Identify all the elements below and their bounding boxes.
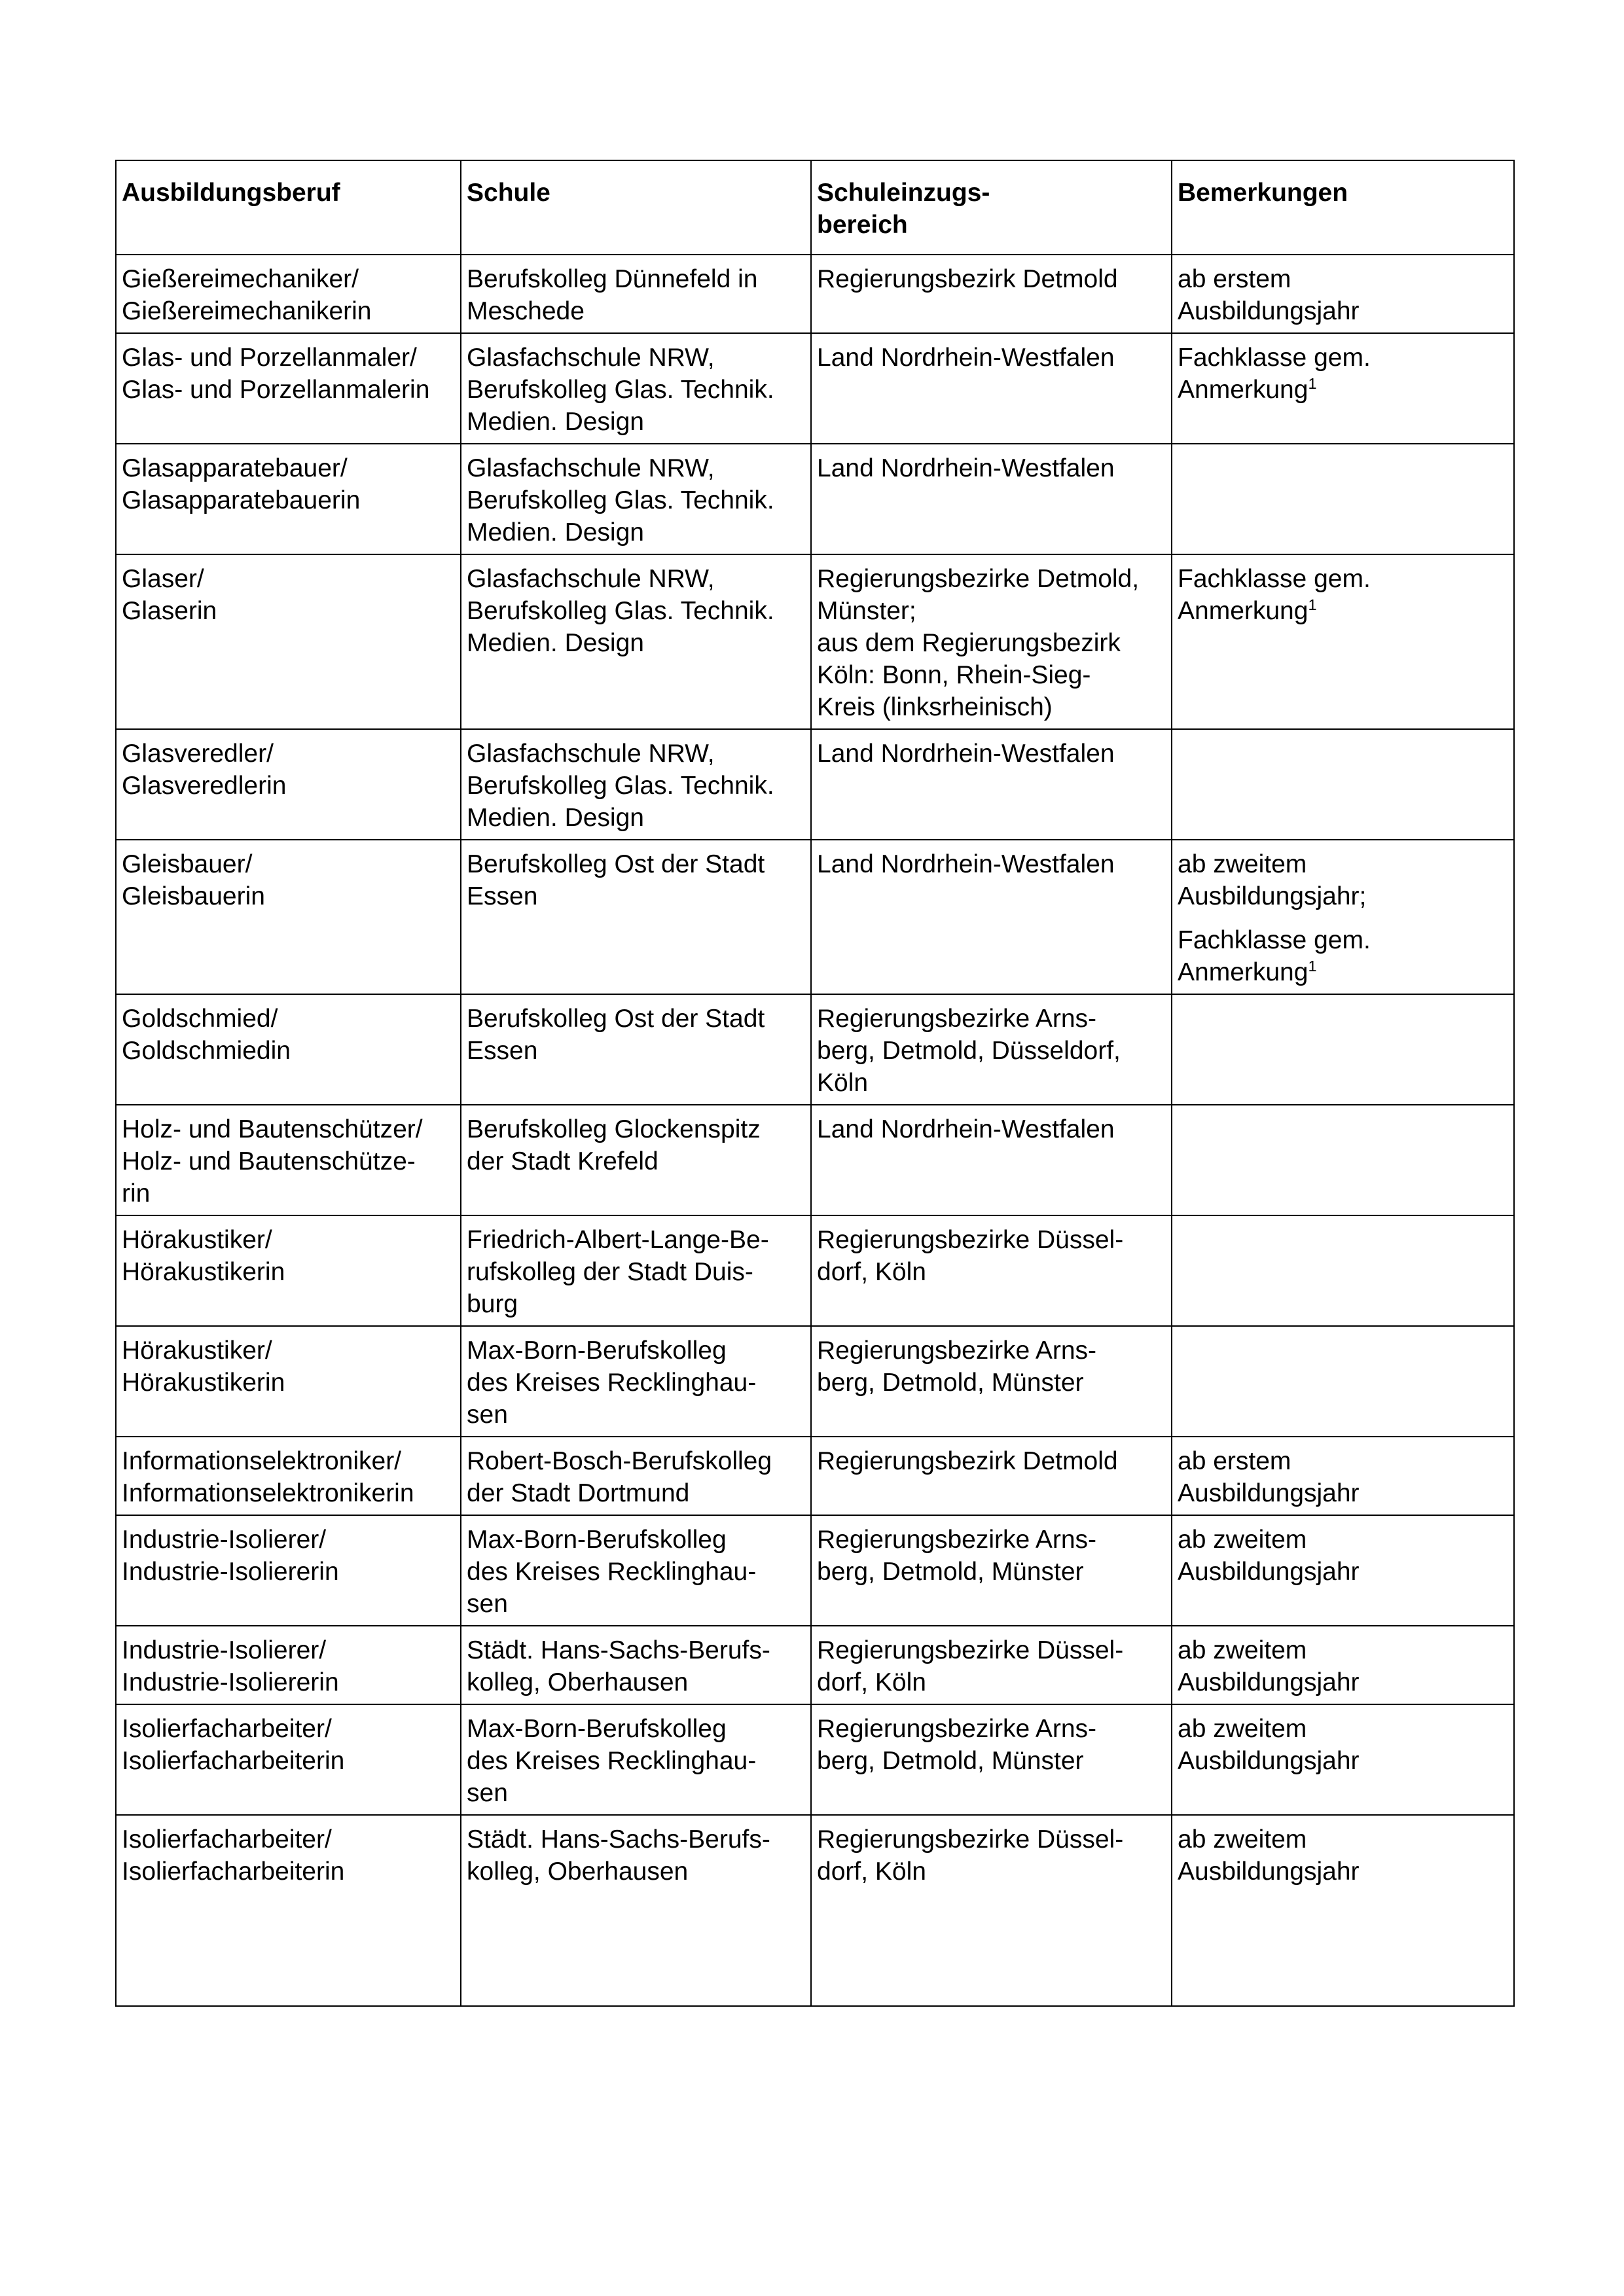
cell-schuleinzugsbereich [811, 1105, 1172, 1215]
header-schule: Schule [461, 160, 811, 255]
cell-schuleinzugsbereich-line: Regierungsbezirke Detmold, [817, 565, 1140, 593]
table-row [116, 1215, 1514, 1326]
cell-schule-line: Glasfachschule NRW, [467, 344, 715, 372]
cell-ausbildungsberuf-line: Gießereimechanikerin [122, 297, 372, 325]
cell-ausbildungsberuf-line: Glasapparatebauerin [122, 486, 361, 514]
cell-bemerkungen [1172, 840, 1514, 994]
table-row [116, 444, 1514, 554]
bemerkung-block [1178, 1713, 1508, 1777]
cell-schule-line: des Kreises Recklinghau- [467, 1747, 757, 1775]
bemerkung-line [1178, 1666, 1508, 1698]
cell-schuleinzugsbereich-line: Regierungsbezirk Detmold [817, 1447, 1118, 1475]
cell-schuleinzugsbereich-line: Land Nordrhein-Westfalen [817, 850, 1115, 878]
cell-ausbildungsberuf [116, 554, 461, 729]
table-row [116, 1105, 1514, 1215]
bemerkung-line [1178, 295, 1508, 327]
cell-ausbildungsberuf-line: Industrie-Isolierer/ [122, 1636, 327, 1664]
bemerkung-line [1178, 1445, 1508, 1477]
cell-schuleinzugsbereich-line: Land Nordrhein-Westfalen [817, 740, 1115, 768]
table-row [116, 729, 1514, 840]
bemerkung-line [1178, 342, 1508, 374]
cell-ausbildungsberuf [116, 729, 461, 840]
cell-ausbildungsberuf-line: Industrie-Isoliererin [122, 1558, 339, 1586]
table-row [116, 554, 1514, 729]
cell-schuleinzugsbereich [811, 1326, 1172, 1437]
cell-schule-line: Friedrich-Albert-Lange-Be- [467, 1226, 769, 1254]
header-bemerkungen: Bemerkungen [1172, 160, 1514, 255]
header-line: Schuleinzugs- [817, 179, 990, 207]
header-schuleinzugsbereich [811, 160, 1172, 255]
bemerkung-line [1178, 595, 1508, 627]
cell-ausbildungsberuf-line: Glasveredlerin [122, 772, 287, 800]
bemerkung-block [1178, 1524, 1508, 1588]
cell-ausbildungsberuf-line: Glasveredler/ [122, 740, 274, 768]
cell-schule-line: Essen [467, 1037, 538, 1065]
cell-schuleinzugsbereich-line: Regierungsbezirk Detmold [817, 265, 1118, 293]
cell-bemerkungen [1172, 554, 1514, 729]
bemerkung-line [1178, 1745, 1508, 1777]
cell-schuleinzugsbereich-line: berg, Detmold, Münster [817, 1558, 1084, 1586]
cell-ausbildungsberuf-line: Isolierfacharbeiter/ [122, 1825, 332, 1854]
cell-ausbildungsberuf-line: Gießereimechaniker/ [122, 265, 359, 293]
bemerkung-line [1178, 1856, 1508, 1888]
cell-schule [461, 1704, 811, 1815]
cell-schuleinzugsbereich-line: Münster; [817, 597, 916, 625]
cell-bemerkungen [1172, 1704, 1514, 1815]
table-row [116, 1815, 1514, 2006]
cell-schule-line: Städt. Hans-Sachs-Berufs- [467, 1825, 770, 1854]
cell-schule [461, 255, 811, 333]
bemerkung-text: ab erstem [1178, 1447, 1291, 1475]
cell-schule-line: Berufskolleg Dünnefeld in [467, 265, 758, 293]
cell-ausbildungsberuf-line: Hörakustiker/ [122, 1226, 272, 1254]
table-row [116, 1437, 1514, 1515]
cell-schuleinzugsbereich [811, 1815, 1172, 2006]
bemerkung-line [1178, 848, 1508, 880]
cell-schule-line: des Kreises Recklinghau- [467, 1369, 757, 1397]
cell-schule [461, 994, 811, 1105]
bemerkung-line [1178, 1634, 1508, 1666]
cell-ausbildungsberuf-line: Goldschmiedin [122, 1037, 291, 1065]
bemerkung-line [1178, 956, 1508, 988]
cell-schuleinzugsbereich [811, 255, 1172, 333]
bemerkung-line [1178, 1524, 1508, 1556]
cell-schuleinzugsbereich-line: Regierungsbezirke Arns- [817, 1005, 1097, 1033]
cell-schuleinzugsbereich-line: Köln [817, 1069, 869, 1097]
bemerkung-text: ab zweitem [1178, 850, 1307, 878]
cell-schuleinzugsbereich-line: Regierungsbezirke Düssel- [817, 1825, 1124, 1854]
cell-schule-line: kolleg, Oberhausen [467, 1668, 689, 1696]
cell-ausbildungsberuf-line: Holz- und Bautenschütze- [122, 1147, 416, 1175]
bemerkung-text: Anmerkung [1178, 958, 1308, 986]
cell-ausbildungsberuf [116, 1815, 461, 2006]
cell-schule [461, 1215, 811, 1326]
cell-schuleinzugsbereich [811, 729, 1172, 840]
cell-schule-line: Robert-Bosch-Berufskolleg [467, 1447, 772, 1475]
cell-schuleinzugsbereich-line: Regierungsbezirke Arns- [817, 1715, 1097, 1743]
bemerkung-text: ab zweitem [1178, 1636, 1307, 1664]
bemerkung-text: ab zweitem [1178, 1825, 1307, 1854]
cell-ausbildungsberuf [116, 1626, 461, 1704]
cell-schuleinzugsbereich [811, 444, 1172, 554]
cell-schule-line: Meschede [467, 297, 585, 325]
cell-ausbildungsberuf-line: Industrie-Isoliererin [122, 1668, 339, 1696]
bemerkung-text: Ausbildungsjahr [1178, 297, 1360, 325]
cell-schuleinzugsbereich-line: dorf, Köln [817, 1668, 926, 1696]
bemerkung-block [1178, 263, 1508, 327]
cell-schuleinzugsbereich-line: dorf, Köln [817, 1258, 926, 1286]
table-row [116, 994, 1514, 1105]
ausbildungsberufe-table [115, 160, 1515, 2007]
cell-schuleinzugsbereich-line: Regierungsbezirke Arns- [817, 1526, 1097, 1554]
cell-ausbildungsberuf-line: Glas- und Porzellanmaler/ [122, 344, 417, 372]
bemerkung-block [1178, 342, 1508, 406]
cell-ausbildungsberuf-line: Isolierfacharbeiterin [122, 1857, 345, 1886]
bemerkung-block [1178, 563, 1508, 627]
table-row [116, 1626, 1514, 1704]
cell-ausbildungsberuf-line: Hörakustiker/ [122, 1336, 272, 1365]
cell-bemerkungen [1172, 1437, 1514, 1515]
table-row [116, 255, 1514, 333]
cell-ausbildungsberuf-line: Glaserin [122, 597, 217, 625]
cell-schuleinzugsbereich [811, 1215, 1172, 1326]
bemerkung-line [1178, 924, 1508, 956]
cell-ausbildungsberuf [116, 1326, 461, 1437]
bemerkung-line [1178, 374, 1508, 406]
cell-schule [461, 554, 811, 729]
cell-schuleinzugsbereich-line: berg, Detmold, Münster [817, 1747, 1084, 1775]
footnote-marker: 1 [1308, 958, 1317, 975]
bemerkung-text: Ausbildungsjahr [1178, 1558, 1360, 1586]
bemerkung-text: Anmerkung [1178, 376, 1308, 404]
cell-schule [461, 1105, 811, 1215]
cell-schule-line: kolleg, Oberhausen [467, 1857, 689, 1886]
table-row [116, 840, 1514, 994]
cell-ausbildungsberuf-line: Isolierfacharbeiter/ [122, 1715, 332, 1743]
cell-bemerkungen [1172, 1326, 1514, 1437]
cell-schuleinzugsbereich-line: Land Nordrhein-Westfalen [817, 454, 1115, 482]
cell-schule-line: sen [467, 1590, 508, 1618]
bemerkung-line [1178, 263, 1508, 295]
cell-bemerkungen [1172, 1626, 1514, 1704]
cell-ausbildungsberuf [116, 1437, 461, 1515]
cell-schule-line: rufskolleg der Stadt Duis- [467, 1258, 753, 1286]
cell-schule-line: sen [467, 1779, 508, 1807]
cell-schule-line: Berufskolleg Glas. Technik. [467, 376, 774, 404]
cell-schuleinzugsbereich-line: berg, Detmold, Düsseldorf, [817, 1037, 1121, 1065]
cell-schule-line: der Stadt Krefeld [467, 1147, 659, 1175]
cell-schuleinzugsbereich-line: Land Nordrhein-Westfalen [817, 1115, 1115, 1143]
footnote-marker: 1 [1308, 375, 1317, 392]
header-ausbildungsberuf: Ausbildungsberuf [116, 160, 461, 255]
cell-ausbildungsberuf-line: Glaser/ [122, 565, 204, 593]
cell-schuleinzugsbereich [811, 1626, 1172, 1704]
cell-schuleinzugsbereich-line: berg, Detmold, Münster [817, 1369, 1084, 1397]
cell-bemerkungen [1172, 1515, 1514, 1626]
cell-schuleinzugsbereich-line: Land Nordrhein-Westfalen [817, 344, 1115, 372]
bemerkung-text: Ausbildungsjahr [1178, 1857, 1360, 1886]
cell-ausbildungsberuf [116, 1215, 461, 1326]
bemerkung-line [1178, 1823, 1508, 1856]
cell-schuleinzugsbereich-line: aus dem Regierungsbezirk [817, 629, 1121, 657]
cell-bemerkungen [1172, 1215, 1514, 1326]
cell-schule-line: Glasfachschule NRW, [467, 565, 715, 593]
cell-ausbildungsberuf-line: Goldschmied/ [122, 1005, 278, 1033]
cell-ausbildungsberuf [116, 1704, 461, 1815]
cell-schule-line: Essen [467, 882, 538, 910]
cell-schule-line: Max-Born-Berufskolleg [467, 1526, 727, 1554]
cell-ausbildungsberuf-line: Hörakustikerin [122, 1258, 285, 1286]
cell-bemerkungen [1172, 1105, 1514, 1215]
bemerkung-text: ab zweitem [1178, 1526, 1307, 1554]
header-line: bereich [817, 211, 908, 239]
cell-bemerkungen [1172, 444, 1514, 554]
bemerkung-text: Fachklasse gem. [1178, 344, 1371, 372]
cell-ausbildungsberuf-line: Glas- und Porzellanmalerin [122, 376, 430, 404]
cell-schuleinzugsbereich [811, 1437, 1172, 1515]
bemerkung-line [1178, 563, 1508, 595]
cell-schule-line: Medien. Design [467, 408, 644, 436]
cell-schuleinzugsbereich-line: Regierungsbezirke Düssel- [817, 1226, 1124, 1254]
table-header-row [116, 160, 1514, 255]
cell-schule-line: Berufskolleg Ost der Stadt [467, 1005, 765, 1033]
cell-schule [461, 1815, 811, 2006]
bemerkung-text: ab erstem [1178, 265, 1291, 293]
bemerkung-block [1178, 1445, 1508, 1509]
cell-schule-line: Max-Born-Berufskolleg [467, 1715, 727, 1743]
cell-schuleinzugsbereich [811, 1515, 1172, 1626]
cell-bemerkungen [1172, 1815, 1514, 2006]
cell-schule-line: Berufskolleg Glas. Technik. [467, 597, 774, 625]
bemerkung-text: Ausbildungsjahr; [1178, 882, 1367, 910]
bemerkung-text: ab zweitem [1178, 1715, 1307, 1743]
cell-ausbildungsberuf-line: rin [122, 1179, 151, 1208]
cell-ausbildungsberuf-line: Hörakustikerin [122, 1369, 285, 1397]
cell-schule-line: Medien. Design [467, 518, 644, 547]
bemerkung-block [1178, 848, 1508, 912]
bemerkung-text: Ausbildungsjahr [1178, 1479, 1360, 1507]
cell-ausbildungsberuf [116, 1515, 461, 1626]
bemerkung-block [1178, 1823, 1508, 1888]
cell-bemerkungen [1172, 729, 1514, 840]
bemerkung-line [1178, 1556, 1508, 1588]
table-row [116, 1515, 1514, 1626]
cell-schule [461, 729, 811, 840]
cell-schuleinzugsbereich [811, 994, 1172, 1105]
cell-schule [461, 444, 811, 554]
cell-schuleinzugsbereich [811, 333, 1172, 444]
cell-schule-line: Berufskolleg Glockenspitz [467, 1115, 761, 1143]
cell-schule-line: der Stadt Dortmund [467, 1479, 690, 1507]
cell-schuleinzugsbereich [811, 554, 1172, 729]
cell-ausbildungsberuf-line: Holz- und Bautenschützer/ [122, 1115, 423, 1143]
cell-ausbildungsberuf-line: Gleisbauerin [122, 882, 265, 910]
cell-schuleinzugsbereich-line: Regierungsbezirke Arns- [817, 1336, 1097, 1365]
cell-schule [461, 1326, 811, 1437]
bemerkung-text: Fachklasse gem. [1178, 565, 1371, 593]
footnote-marker: 1 [1308, 596, 1317, 613]
bemerkung-text: Anmerkung [1178, 597, 1308, 625]
cell-ausbildungsberuf [116, 255, 461, 333]
cell-ausbildungsberuf-line: Informationselektroniker/ [122, 1447, 402, 1475]
cell-schule-line: Glasfachschule NRW, [467, 740, 715, 768]
cell-schule-line: Städt. Hans-Sachs-Berufs- [467, 1636, 770, 1664]
cell-schuleinzugsbereich-line: Kreis (linksrheinisch) [817, 693, 1053, 721]
cell-ausbildungsberuf-line: Glasapparatebauer/ [122, 454, 348, 482]
bemerkung-text: Fachklasse gem. [1178, 926, 1371, 954]
table-row [116, 1326, 1514, 1437]
cell-schule [461, 840, 811, 994]
cell-schule [461, 1437, 811, 1515]
cell-ausbildungsberuf [116, 444, 461, 554]
bemerkung-block [1178, 924, 1508, 988]
cell-ausbildungsberuf-line: Isolierfacharbeiterin [122, 1747, 345, 1775]
cell-ausbildungsberuf-line: Industrie-Isolierer/ [122, 1526, 327, 1554]
cell-bemerkungen [1172, 994, 1514, 1105]
bemerkung-line [1178, 880, 1508, 912]
table-row [116, 333, 1514, 444]
cell-schuleinzugsbereich [811, 840, 1172, 994]
cell-schule-line: Berufskolleg Glas. Technik. [467, 486, 774, 514]
cell-schule-line: Medien. Design [467, 804, 644, 832]
cell-ausbildungsberuf [116, 333, 461, 444]
cell-ausbildungsberuf [116, 840, 461, 994]
cell-ausbildungsberuf-line: Gleisbauer/ [122, 850, 253, 878]
cell-bemerkungen [1172, 333, 1514, 444]
bemerkung-text: Ausbildungsjahr [1178, 1747, 1360, 1775]
cell-ausbildungsberuf-line: Informationselektronikerin [122, 1479, 414, 1507]
table-body [116, 255, 1514, 2006]
header-schuleinzugsbereich-text [817, 177, 1166, 241]
cell-ausbildungsberuf [116, 1105, 461, 1215]
cell-schule-line: des Kreises Recklinghau- [467, 1558, 757, 1586]
cell-schuleinzugsbereich-line: dorf, Köln [817, 1857, 926, 1886]
cell-schuleinzugsbereich-line: Regierungsbezirke Düssel- [817, 1636, 1124, 1664]
bemerkung-block [1178, 1634, 1508, 1698]
cell-ausbildungsberuf [116, 994, 461, 1105]
cell-bemerkungen [1172, 255, 1514, 333]
table-row [116, 1704, 1514, 1815]
cell-schuleinzugsbereich-line: Köln: Bonn, Rhein-Sieg- [817, 661, 1091, 689]
cell-schule-line: Max-Born-Berufskolleg [467, 1336, 727, 1365]
cell-schule-line: burg [467, 1290, 518, 1318]
bemerkung-line [1178, 1713, 1508, 1745]
cell-schule-line: Berufskolleg Glas. Technik. [467, 772, 774, 800]
bemerkung-text: Ausbildungsjahr [1178, 1668, 1360, 1696]
cell-schule [461, 1626, 811, 1704]
cell-schule [461, 1515, 811, 1626]
cell-schuleinzugsbereich [811, 1704, 1172, 1815]
cell-schule [461, 333, 811, 444]
bemerkung-line [1178, 1477, 1508, 1509]
cell-schule-line: Glasfachschule NRW, [467, 454, 715, 482]
cell-schule-line: sen [467, 1401, 508, 1429]
cell-schule-line: Medien. Design [467, 629, 644, 657]
cell-schule-line: Berufskolleg Ost der Stadt [467, 850, 765, 878]
